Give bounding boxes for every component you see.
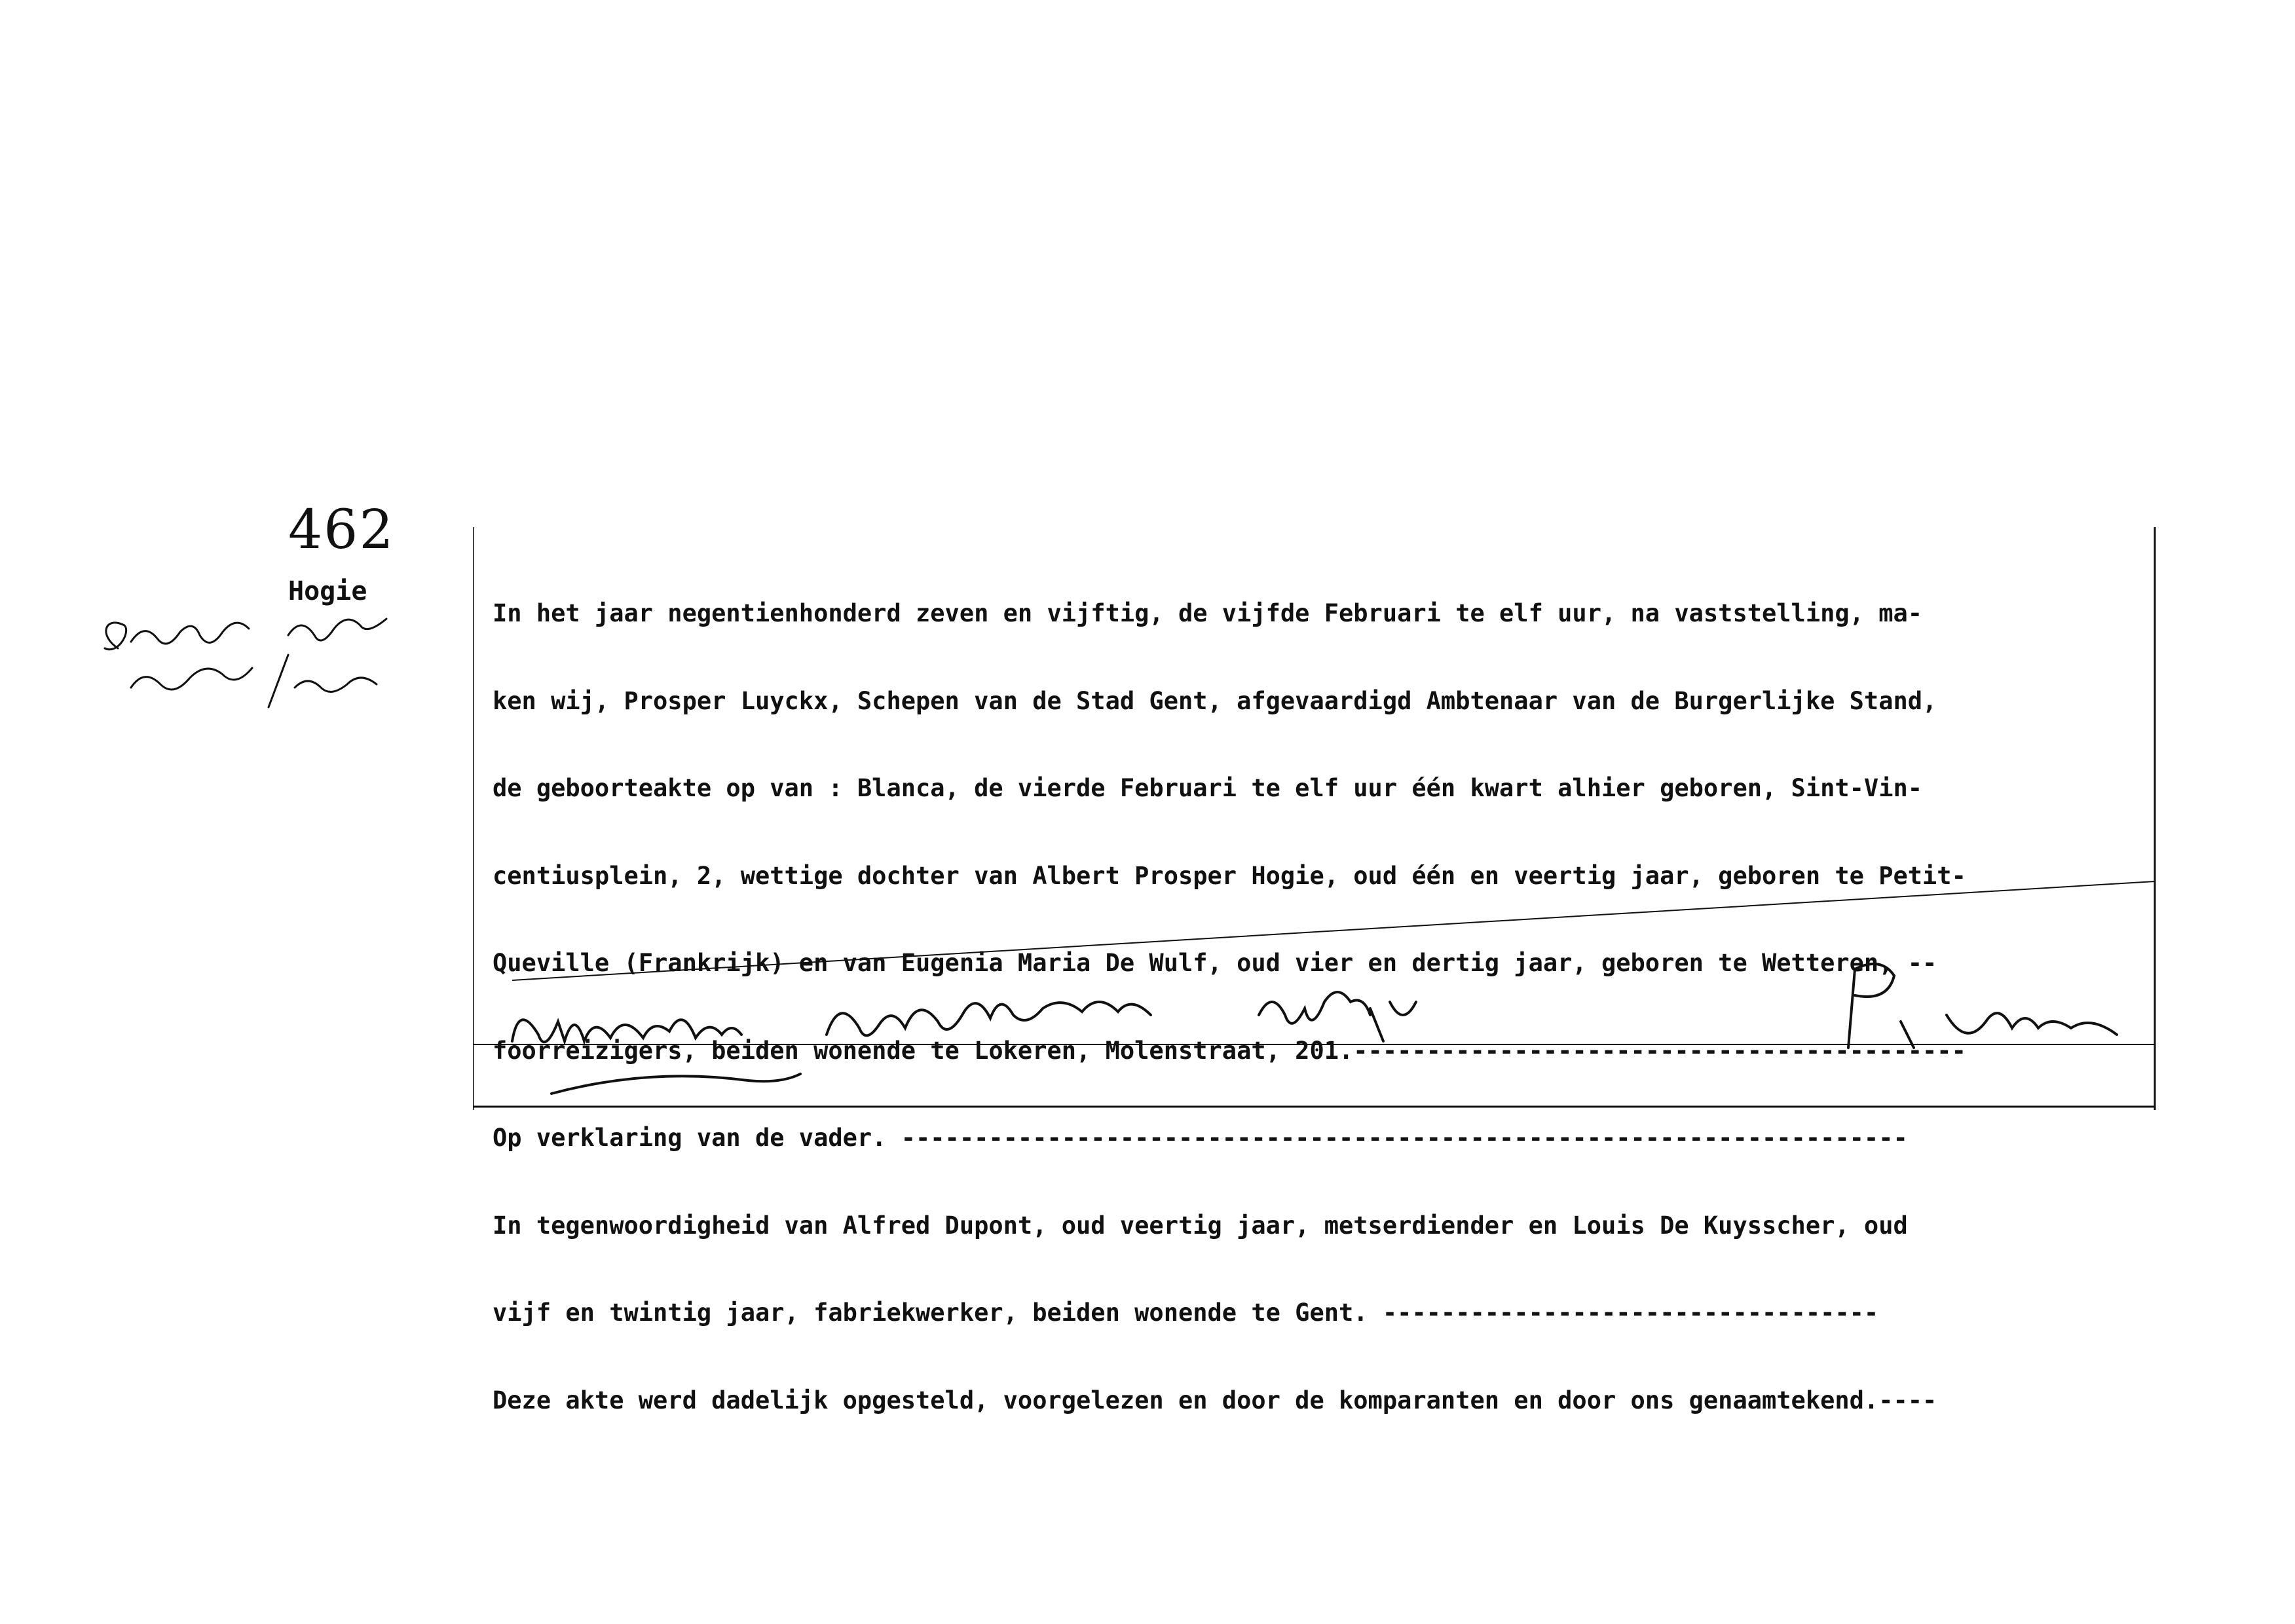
signatures-area	[473, 963, 2176, 1113]
record-line: foorreizigers, beiden wonende te Lokeren, Molenstraat, 201.------------------------------------------	[493, 1036, 1966, 1065]
margin-note-script	[92, 609, 400, 720]
margin-note-handwritten	[92, 609, 400, 720]
signature-witness-1	[827, 1002, 1151, 1035]
record-line: Deze akte werd dadelijk opgesteld, voorgelezen en door de komparanten en door ons genaamtekend.----	[493, 1386, 1937, 1414]
record-line: vijf en twintig jaar, fabriekwerker, beiden wonende te Gent. ----------------------------------	[493, 1299, 1879, 1327]
signature-father	[512, 1020, 741, 1042]
act-surname: Hogie	[288, 576, 367, 606]
signatures-script	[473, 963, 2176, 1113]
record-line: In het jaar negentienhonderd zeven en vijftig, de vijfde Februari te elf uur, na vaststelling, ma-	[493, 599, 1923, 627]
act-number: 462	[288, 499, 395, 561]
record-line: Queville (Frankrijk) en van Eugenia Maria De Wulf, oud vier en dertig jaar, geboren te Wetteren, --	[493, 949, 1937, 977]
signature-witness-2	[1259, 992, 1416, 1041]
record-line: In tegenwoordigheid van Alfred Dupont, oud veertig jaar, metserdiender en Louis De Kuysscher, oud	[493, 1211, 1908, 1240]
record-line: ken wij, Prosper Luyckx, Schepen van de Stad Gent, afgevaardigd Ambtenaar van de Burgerlijke Stand,	[493, 686, 1937, 715]
record-line: centiusplein, 2, wettige dochter van Albert Prosper Hogie, oud één en veertig jaar, geboren te Petit-	[493, 861, 1966, 890]
signature-officer	[1848, 964, 2117, 1048]
record-line: Op verklaring van de vader. ---------------------------------------------------------------------	[493, 1124, 1908, 1152]
record-line: de geboorteakte op van : Blanca, de vierde Februari te elf uur één kwart alhier geboren, Sint-Vin-	[493, 774, 1923, 802]
